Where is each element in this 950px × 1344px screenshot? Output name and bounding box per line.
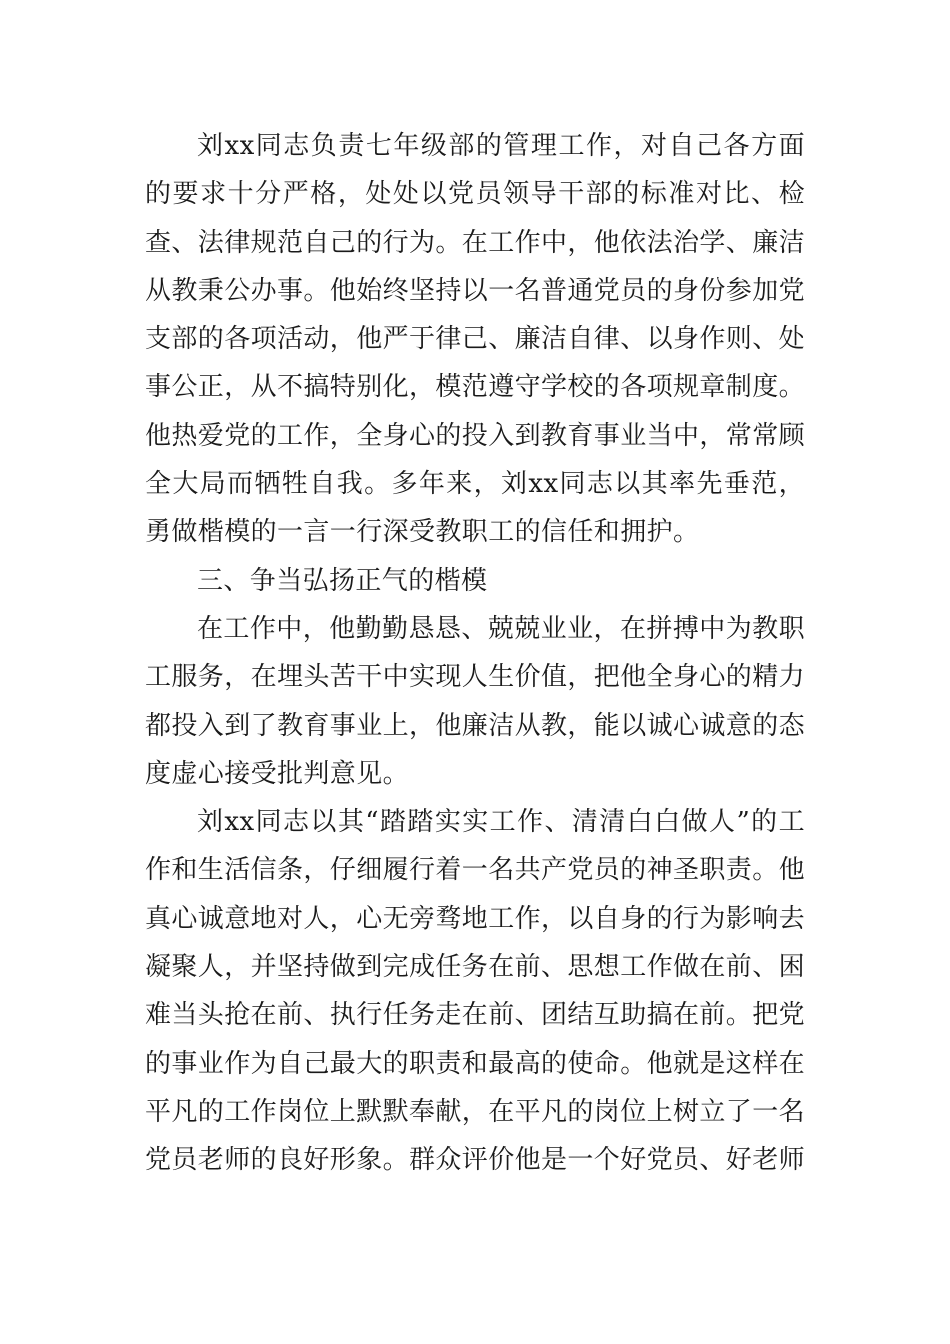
paragraph-liu-motto: 刘xx同志以其“踏踏实实工作、清清白白做人”的工作和生活信条，仔细履行着一名共产党员的神圣职责。他真心诚意地对人，心无旁骛地工作，以自身的行为影响去凝聚人，并坚持做到完成任务在前、思想工作做在前、困难当头抢在前、执行任务走在前、团结互助搞在前。把党的事业作为自己最大的职责和最高的使命。他就是这样在平凡的工作岗位上默默奉献，在平凡的岗位上树立了一名党员老师的良好形象。群众评价他是一个好党员、好老师 (145, 807, 806, 1176)
document-body (145, 122, 805, 1185)
paragraph-liu-management: 刘xx同志负责七年级部的管理工作，对自己各方面的要求十分严格，处处以党员领导干部的标准对比、检查、法律规范自己的行为。在工作中，他依法治学、廉洁从教秉公办事。他始终坚持以一名普通党员的身份参加党支部的各项活动，他严于律己、廉洁自律、以身作则、处事公正，从不搞特别化，模范遵守学校的各项规章制度。他热爱党的工作，全身心的投入到教育事业当中，常常顾全大局而牺牲自我。多年来，刘xx同志以其率先垂范，勇做楷模的一言一行深受教职工的信任和拥护。 (145, 131, 806, 548)
paragraph-work-diligence: 在工作中，他勤勤恳恳、兢兢业业，在拼搏中为教职工服务，在埋头苦干中实现人生价值，把他全身心的精力都投入到了教育事业上，他廉洁从教，能以诚心诚意的态度虚心接受批判意见。 (145, 613, 806, 789)
section-heading-three: 三、争当弘扬正气的楷模 (197, 565, 488, 596)
